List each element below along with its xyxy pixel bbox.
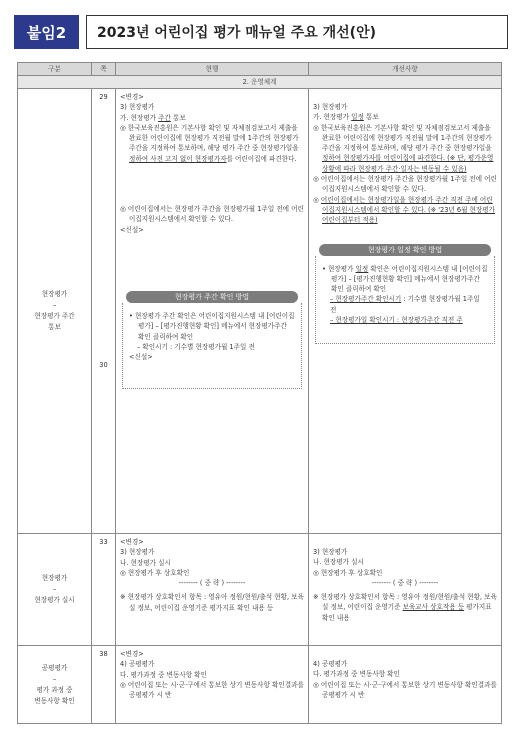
table-header-row: [18, 63, 502, 76]
category-cell: [18, 89, 92, 534]
subheading: 다. 평가과정 중 변동사항 확인: [120, 670, 207, 679]
page-cell: [92, 534, 116, 646]
table-row: [18, 646, 502, 724]
note-text: ※ 현장평가 상호확인서 항목 : 영유아 정원/현원/출석 현황, 보육실 정보, 어린이집 운영기준 보육교사 상호작용 등 평가지표 확인 내용: [313, 593, 497, 622]
heading: 3) 현장평가: [313, 548, 348, 556]
change-tag: <변경>: [120, 650, 144, 658]
bullet-text: ◎ 현장평가 후 상호확인: [120, 568, 190, 577]
subheading: 나. 현장평가 실시: [120, 558, 171, 567]
omission-line: -------- ( 중 략 ) --------: [178, 579, 246, 588]
category-line: 공평평가: [41, 663, 68, 672]
method-box-title: 현장평가 일정 확인 방법: [319, 244, 491, 256]
current-cell: [116, 534, 309, 646]
category-line: –: [52, 301, 57, 309]
method-box: [315, 244, 495, 345]
comparison-table: [17, 62, 502, 724]
category-line: 변동사항 확인: [34, 696, 75, 705]
attachment-badge: 붙임2: [14, 15, 79, 49]
heading: 3) 현장평가: [313, 103, 348, 111]
column-header-page: 쪽: [92, 63, 116, 76]
category-line: 현장평가: [41, 574, 68, 582]
document-header: [14, 15, 508, 49]
current-cell: [116, 646, 309, 724]
category-line: 현장평가 주간: [34, 312, 75, 320]
table-row: [18, 534, 502, 646]
bullet-text: ◎ 한국보육진흥원은 기본사항 확인 및 자체점검보고서 제출을 완료한 어린이집에 현장평가 직전월 말에 1주간의 현장평가 주간을 지정하여 통보하며, 해당 평가 주간 중 현장평가일을 정하여 사전 고지 없이 현장평가자를 어린이집에 파견한다.: [120, 123, 299, 163]
method-text: • 현장평가 일정 확인은 어린이집지원시스템 내 [어린이집 평가] – [평가진행현황 확인] 메뉴에서 현장평가주간 확인 클릭하여 확인: [322, 264, 488, 294]
section-row: [18, 76, 502, 89]
heading: 3) 현장평가: [120, 548, 155, 557]
current-cell: [116, 89, 309, 534]
column-header-improved: 개선사항: [309, 63, 502, 76]
page-number: 30: [99, 361, 108, 370]
bullet-text: ◎ 어린이집에서는 현장평가일을 현장평가 주간 직전 주에 어린이집지원시스템에서 확인할 수 있다. (※ '23년 6월 현장평가 어린이집부터 적용): [313, 195, 496, 225]
page-number: 38: [99, 650, 108, 658]
new-tag: <신설>: [129, 353, 153, 362]
new-tag: <신설>: [120, 225, 144, 234]
page-number: 33: [99, 538, 108, 546]
category-line: –: [52, 674, 57, 683]
improved-cell: [309, 646, 502, 724]
method-text: – 현장평가일 확인시기 : 현장평가주간 직전 주: [330, 316, 463, 325]
heading: 3) 현장평가: [120, 103, 155, 112]
heading: 4) 공평평가: [313, 660, 348, 668]
category-cell: [18, 646, 92, 724]
omission-line: -------- ( 중 략 ) --------: [371, 578, 439, 587]
improved-cell: [309, 534, 502, 646]
improved-cell: [309, 89, 502, 534]
page-cell: [92, 646, 116, 724]
method-text: – 확인시기 : 기수별 현장평가월 1주일 전: [137, 342, 255, 351]
method-box: [122, 291, 302, 389]
method-text: • 현장평가 주간 확인은 어린이집지원시스템 내 [어린이집 평가] – [평가진행현황 확인] 메뉴에서 현장평가주간 확인 클릭하여 확인: [129, 311, 295, 341]
bullet-text: ◎ 현장평가 후 상호확인: [313, 568, 383, 577]
page-cell: [92, 89, 116, 534]
category-line: 평가 과정 중: [36, 685, 73, 694]
bullet-text: ◎ 한국보육진흥원은 기본사항 확인 및 자체점검보고서 제출을 완료한 어린이집에 현장평가 직전월 말에 1주간의 현장평가 주간을 지정하여 통보하며, 해당 평가 주간 중 현장평가일을 정하여 현장평가자를 어린이집에 파견한다. (※ 단, 평가운영 상황에 따라 현장평가 주간·일자는 변동될 수 있음): [313, 123, 494, 173]
category-line: 현장평가 실시: [34, 596, 75, 604]
section-title: 2. 운영체계: [18, 76, 502, 89]
note-text: ※ 현장평가 상호확인서 항목 : 영유아 정원/현원/출석 현황, 보육실 정보, 어린이집 운영기준 평가지표 확인 내용 등: [120, 593, 304, 612]
category-line: 통보: [48, 323, 61, 331]
table-row: [18, 89, 502, 534]
change-tag: <변경>: [120, 538, 144, 546]
change-tag: <변경>: [120, 93, 144, 101]
method-text: – 현장평가주간 확인시기 : 기수별 현장평가월 1주일 전: [330, 295, 480, 314]
subheading: 가. 현장평가 일정 통보: [313, 113, 379, 122]
subheading: 다. 평가과정 중 변동사항 확인: [313, 670, 400, 679]
column-header-category: 구분: [18, 63, 92, 76]
subheading: 가. 현장평가 주간 통보: [120, 113, 186, 122]
category-line: –: [52, 585, 57, 593]
bullet-text: ◎ 어린이집 또는 시·군·구에서 통보한 상기 변동사항 확인결과를 공평평가 시 반: [313, 680, 497, 699]
method-box-title: 현장평가 주간 확인 방법: [126, 291, 298, 303]
category-cell: [18, 534, 92, 646]
page-number: 29: [99, 93, 108, 101]
document-title: 2023년 어린이집 평가 매뉴얼 주요 개선(안): [86, 15, 508, 49]
bullet-text: ◎ 어린이집에서는 현장평가 주간을 현장평가월 1주일 전에 어린이집지원시스템에서 확인할 수 있다.: [120, 205, 304, 224]
subheading: 나. 현장평가 실시: [313, 558, 364, 567]
heading: 4) 공평평가: [120, 660, 155, 669]
bullet-text: ◎ 어린이집에서는 현장평가 주간을 현장평가월 1주일 전에 어린이집지원시스템에서 확인할 수 있다.: [313, 175, 497, 194]
column-header-current: 현행: [116, 63, 309, 76]
bullet-text: ◎ 어린이집 또는 시·군·구에서 통보한 상기 변동사항 확인결과를 공평평가 시 반: [120, 680, 304, 700]
category-line: 현장평가: [41, 290, 68, 298]
